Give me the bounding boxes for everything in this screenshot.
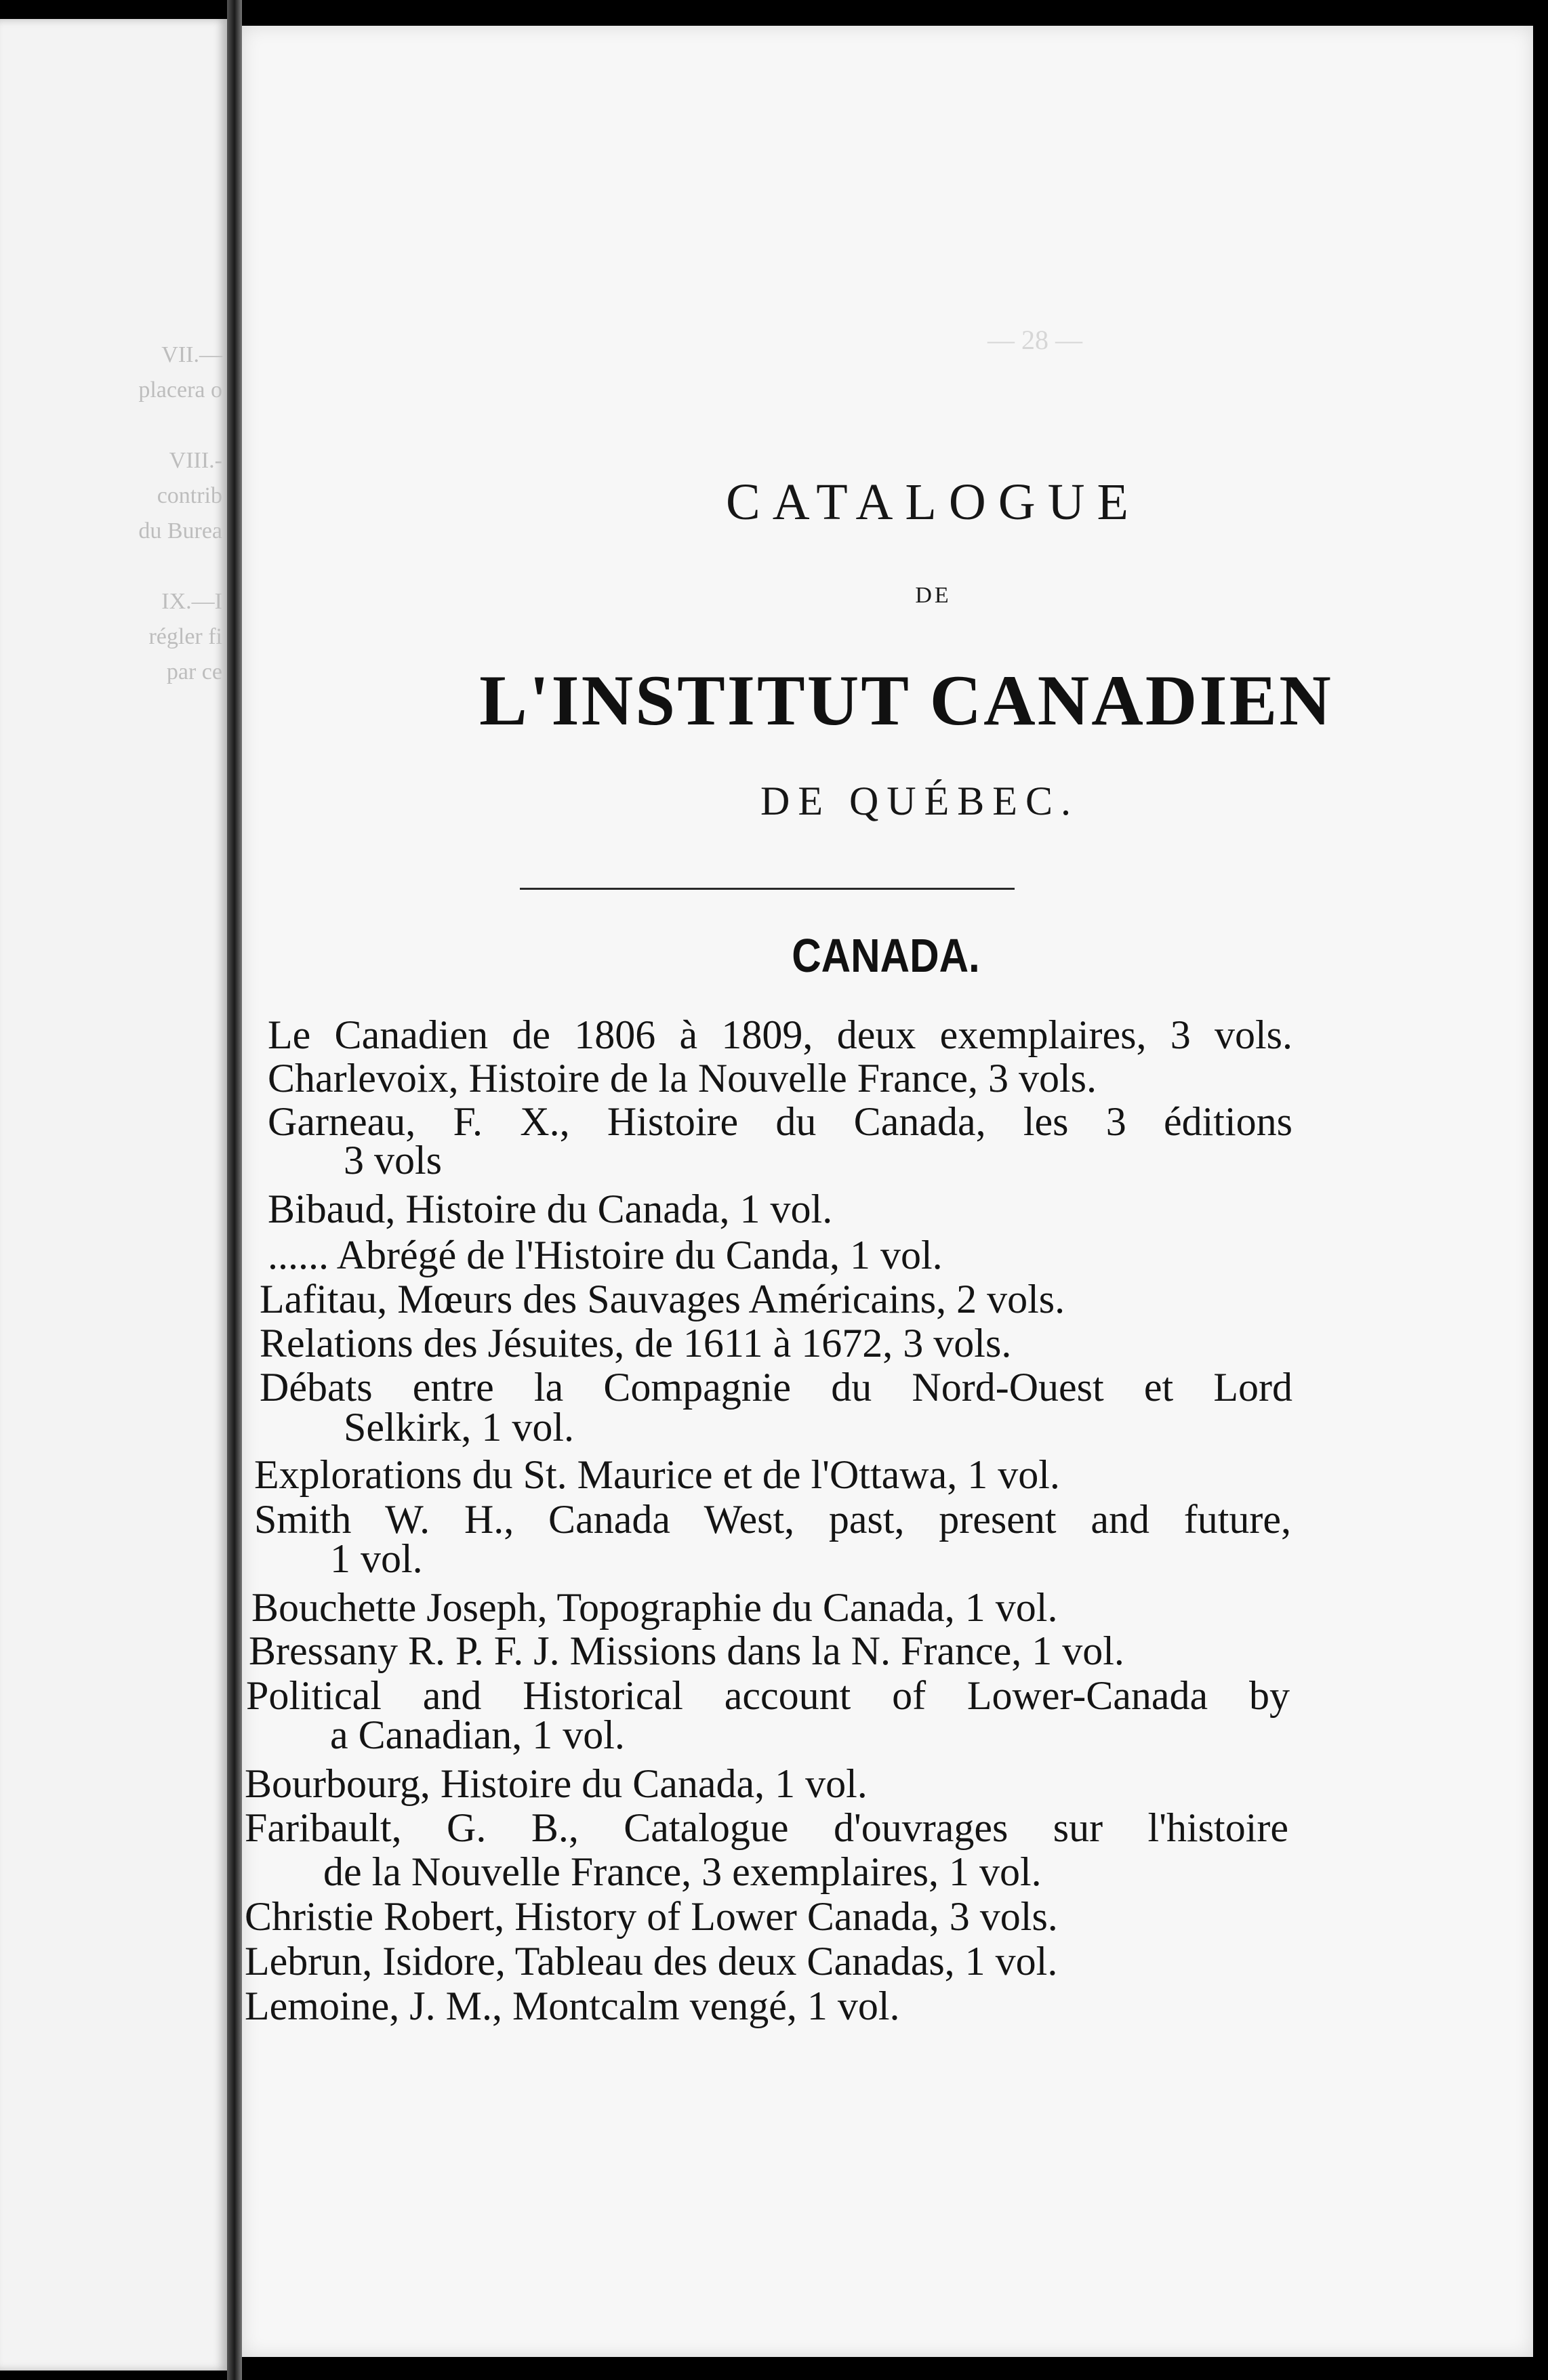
entry-line: Relations des Jésuites, de 1611 à 1672, 3 vols. xyxy=(260,1321,1012,1366)
entry-line: Faribault, G. B., Catalogue d'ouvrages sur l'histoire xyxy=(245,1805,1288,1850)
entry-line: Débats entre la Compagnie du Nord-Ouest et Lord xyxy=(260,1365,1292,1410)
book-spine xyxy=(227,0,242,2380)
title-city: DE QUÉBEC. xyxy=(760,779,1079,823)
entry-line: de la Nouvelle France, 3 exemplaires, 1 vol. xyxy=(323,1849,1042,1894)
entry-line: Lemoine, J. M., Montcalm vengé, 1 vol. xyxy=(245,1984,900,2028)
title-institution: L'INSTITUT CANADIEN xyxy=(479,661,1333,740)
entry-line: Political and Historical account of Lower-Canada by xyxy=(246,1673,1290,1718)
entry-line: ...... Abrégé de l'Histoire du Canda, 1 vol. xyxy=(268,1233,943,1277)
entry-line: Bressany R. P. F. J. Missions dans la N. France, 1 vol. xyxy=(249,1628,1124,1673)
prev-line: régler fi xyxy=(148,624,222,649)
entry-line: Charlevoix, Histoire de la Nouvelle France, 3 vols. xyxy=(268,1056,1097,1101)
entry-line: Bouchette Joseph, Topographie du Canada, 1 vol. xyxy=(251,1585,1058,1630)
title-de: DE xyxy=(915,583,952,608)
entry-line: Lafitau, Mœurs des Sauvages Américains, 2 vols. xyxy=(260,1277,1065,1321)
prev-line: VII.— xyxy=(161,342,222,367)
show-through-page-number: — 28 — xyxy=(987,325,1082,355)
entry-line: 1 vol. xyxy=(330,1536,423,1581)
entry-line: Christie Robert, History of Lower Canada, 3 vols. xyxy=(245,1894,1058,1939)
prev-line: VIII.- xyxy=(169,448,222,473)
entry-line: Le Canadien de 1806 à 1809, deux exemplaires, 3 vols. xyxy=(268,1012,1292,1057)
entry-line: Bourbourg, Histoire du Canada, 1 vol. xyxy=(245,1761,868,1806)
prev-line: par ce xyxy=(166,659,222,684)
entry-line: Lebrun, Isidore, Tableau des deux Canadas, 1 vol. xyxy=(245,1939,1058,1984)
entry-line: Garneau, F. X., Histoire du Canada, les 3 éditions xyxy=(268,1099,1292,1144)
catalogue-page xyxy=(242,26,1533,2357)
entry-line: Smith W. H., Canada West, past, present and future, xyxy=(254,1497,1291,1542)
entry-line: Explorations du St. Maurice et de l'Ottawa, 1 vol. xyxy=(254,1452,1060,1497)
title-catalogue: CATALOGUE xyxy=(726,474,1141,531)
prev-line: placera o xyxy=(138,377,222,403)
prev-line: IX.—I xyxy=(161,589,222,614)
section-heading-canada: CANADA. xyxy=(792,929,980,982)
entry-line: a Canadian, 1 vol. xyxy=(330,1712,625,1757)
catalogue-entries xyxy=(242,26,1533,2357)
prev-line: contrib xyxy=(157,483,222,508)
prev-line: du Burea xyxy=(138,518,222,543)
previous-page-fragment xyxy=(0,19,227,2371)
entry-line: Bibaud, Histoire du Canada, 1 vol. xyxy=(268,1187,833,1231)
previous-page-text xyxy=(5,337,222,690)
entry-line: Selkirk, 1 vol. xyxy=(344,1405,574,1450)
entry-line: 3 vols xyxy=(344,1138,443,1183)
